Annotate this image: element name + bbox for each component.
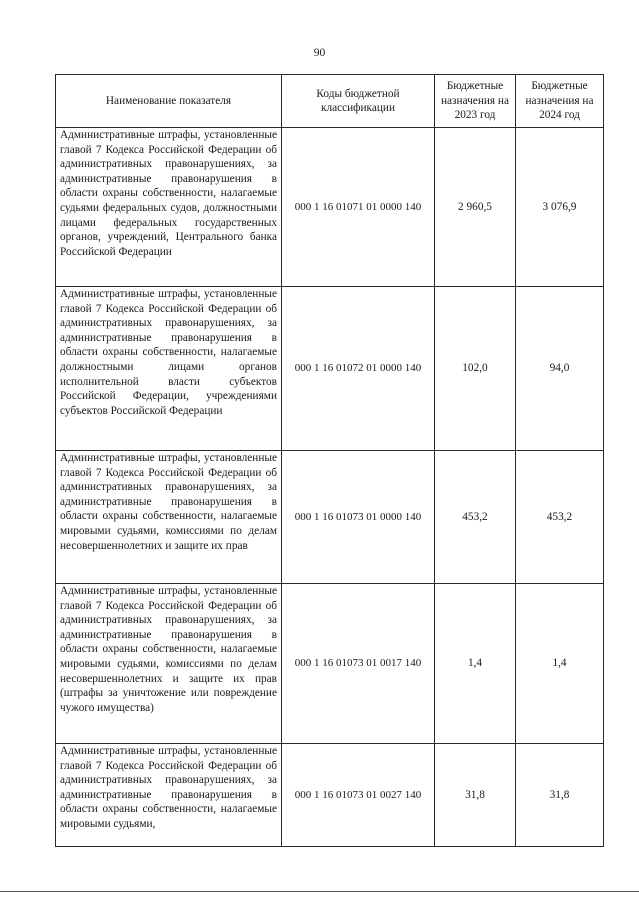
table-header-row [56, 75, 604, 128]
row-name: Административные штрафы, установленные главой 7 Кодекса Российской Федерации об административных правонарушениях, за административные правонарушения в области охраны собственности, налагаемые судьями федеральных судов, должностными лицами федеральных государственных органов, учреждений, Центрального банка Российской Федерации [56, 128, 282, 287]
header-code: Коды бюджетной классификации [282, 75, 435, 128]
row-code: 000 1 16 01073 01 0017 140 [282, 584, 435, 744]
row-code: 000 1 16 01073 01 0000 140 [282, 451, 435, 584]
header-name: Наименование показателя [56, 75, 282, 128]
row-value-2023: 31,8 [435, 744, 516, 847]
row-name: Административные штрафы, установленные главой 7 Кодекса Российской Федерации об административных правонарушениях, за административные правонарушения в области охраны собственности, налагаемые мировыми судьями, [56, 744, 282, 847]
row-value-2023: 102,0 [435, 287, 516, 451]
row-name: Административные штрафы, установленные главой 7 Кодекса Российской Федерации об административных правонарушениях, за административные правонарушения в области охраны собственности, налагаемые мировыми судьями, комиссиями по делам несовершеннолетних и защите их прав (штрафы за уничтожение или повреждение чужого имущества) [56, 584, 282, 744]
budget-table [55, 74, 604, 847]
row-code: 000 1 16 01072 01 0000 140 [282, 287, 435, 451]
row-value-2023: 453,2 [435, 451, 516, 584]
header-2023: Бюджетные назначения на 2023 год [435, 75, 516, 128]
row-value-2024: 453,2 [516, 451, 604, 584]
table-row [56, 451, 604, 584]
page-bottom-edge [0, 891, 639, 892]
row-name: Административные штрафы, установленные главой 7 Кодекса Российской Федерации об административных правонарушениях, за административные правонарушения в области охраны собственности, налагаемые должностными лицами органов исполнительной власти субъектов Российской Федерации, учреждениями субъектов Российской Федерации [56, 287, 282, 451]
table-row [56, 584, 604, 744]
row-value-2024: 94,0 [516, 287, 604, 451]
table-row [56, 744, 604, 847]
table-row [56, 287, 604, 451]
row-value-2023: 2 960,5 [435, 128, 516, 287]
row-value-2024: 1,4 [516, 584, 604, 744]
row-value-2023: 1,4 [435, 584, 516, 744]
row-code: 000 1 16 01073 01 0027 140 [282, 744, 435, 847]
row-code: 000 1 16 01071 01 0000 140 [282, 128, 435, 287]
header-2024: Бюджетные назначения на 2024 год [516, 75, 604, 128]
row-value-2024: 31,8 [516, 744, 604, 847]
page-number: 90 [313, 47, 326, 59]
table-row [56, 128, 604, 287]
row-name: Административные штрафы, установленные главой 7 Кодекса Российской Федерации об административных правонарушениях, за административные правонарушения в области охраны собственности, налагаемые мировыми судьями, комиссиями по делам несовершеннолетних и защите их прав [56, 451, 282, 584]
row-value-2024: 3 076,9 [516, 128, 604, 287]
